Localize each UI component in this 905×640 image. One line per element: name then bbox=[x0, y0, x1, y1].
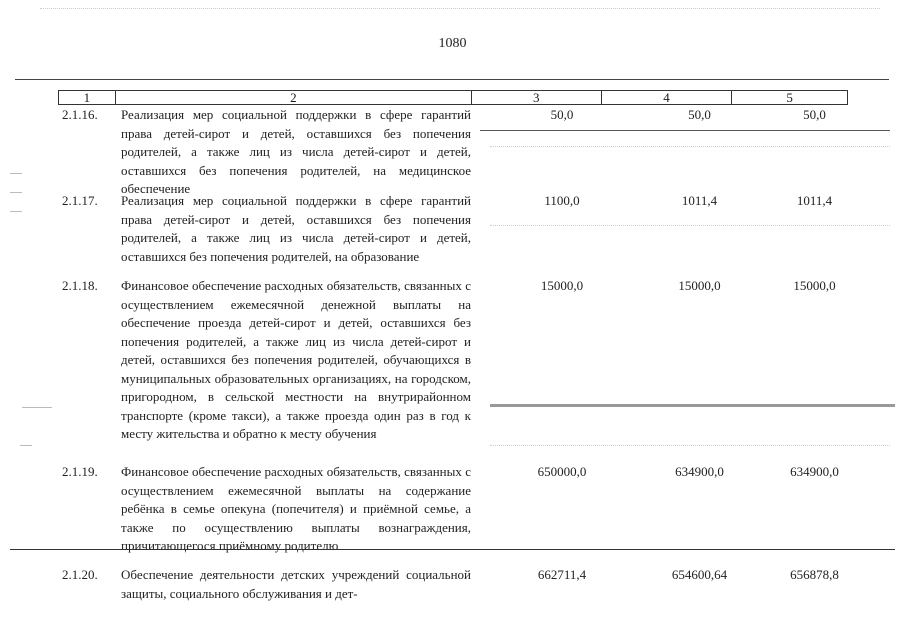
section-rule bbox=[10, 549, 895, 550]
row-description: Реализация мер социальной поддержки в сфере гарантий права детей-сирот и детей, оставшихся без попечения родителей, а также лиц из числа детей-сирот и детей, оставшихся без попечения родителей, на образование bbox=[121, 193, 471, 264]
scan-artifact-line bbox=[10, 192, 22, 193]
row-value-col-5: 656878,8 bbox=[790, 567, 839, 582]
header-col-2: 2 bbox=[116, 91, 472, 104]
row-value-col-5: 1011,4 bbox=[796, 193, 833, 208]
row-number: 2.1.18. bbox=[62, 278, 98, 293]
row-value-col-3: 50,0 bbox=[550, 107, 574, 122]
scan-artifact-line bbox=[22, 407, 52, 408]
row-description: Реализация мер социальной поддержки в сфере гарантий права детей-сирот и детей, оставшихся без попечения родителей, а также лиц из числа детей-сирот и детей, оставшихся без попечения родителей, на медицинское обеспечение bbox=[121, 107, 471, 196]
row-value-col-5: 634900,0 bbox=[790, 464, 839, 479]
page-number: 1080 bbox=[438, 36, 467, 51]
header-col-1: 1 bbox=[59, 91, 116, 104]
scan-artifact-dots bbox=[490, 445, 890, 446]
scan-artifact-line bbox=[10, 211, 22, 212]
row-value-col-3: 662711,4 bbox=[537, 567, 587, 582]
scan-artifact-line bbox=[20, 445, 32, 446]
row-value-col-5: 50,0 bbox=[803, 107, 826, 122]
row-value-col-3: 650000,0 bbox=[537, 464, 587, 479]
row-number: 2.1.19. bbox=[62, 464, 98, 479]
scan-artifact-bar bbox=[490, 404, 895, 407]
row-value-col-4: 654600,64 bbox=[671, 567, 728, 582]
scan-artifact-dots bbox=[490, 146, 890, 147]
row-value-col-3: 15000,0 bbox=[540, 278, 584, 293]
row-value-col-4: 15000,0 bbox=[678, 278, 721, 293]
row-value-col-3: 1100,0 bbox=[544, 193, 580, 208]
row-description: Обеспечение деятельности детских учреждений социальной защиты, социального обслуживания и дет- bbox=[121, 567, 471, 601]
header-col-3: 3 bbox=[472, 91, 602, 104]
row-number: 2.1.20. bbox=[62, 567, 98, 582]
scan-artifact-dots bbox=[40, 8, 880, 9]
row-value-col-4: 634900,0 bbox=[675, 464, 724, 479]
row-number: 2.1.16. bbox=[62, 107, 98, 122]
table-header-row bbox=[58, 90, 848, 105]
row-description: Финансовое обеспечение расходных обязательств, связанных с осуществлением ежемесячной денежной выплаты на обеспечение проезда детей-сирот и детей, оставшихся без попечения родителей, а также лиц из числа детей-сирот и детей, оставшихся без попечения родителей, обучающихся в муниципальных образовательных организациях, на городском, пригородном, в сельской местности на внутрирайонном транспорте (кроме такси), а также проезда один раз в год к месту жительства и обратно к месту обучения bbox=[121, 278, 471, 441]
row-value-col-4: 1011,4 bbox=[681, 193, 718, 208]
row-underline bbox=[480, 130, 890, 131]
row-number: 2.1.17. bbox=[62, 193, 98, 208]
top-rule bbox=[15, 79, 889, 80]
row-value-col-4: 50,0 bbox=[688, 107, 711, 122]
scan-artifact-dots bbox=[490, 225, 890, 226]
row-description: Финансовое обеспечение расходных обязательств, связанных с осуществлением ежемесячной выплаты на содержание ребёнка в семье опекуна (попечителя) и приёмной семье, а также по осуществлению выплаты вознаграждения, причитающегося приёмному родителю bbox=[121, 464, 471, 553]
scan-artifact-line bbox=[10, 173, 22, 174]
header-col-5: 5 bbox=[786, 90, 793, 105]
row-value-col-5: 15000,0 bbox=[793, 278, 836, 293]
header-col-4: 4 bbox=[602, 91, 733, 104]
